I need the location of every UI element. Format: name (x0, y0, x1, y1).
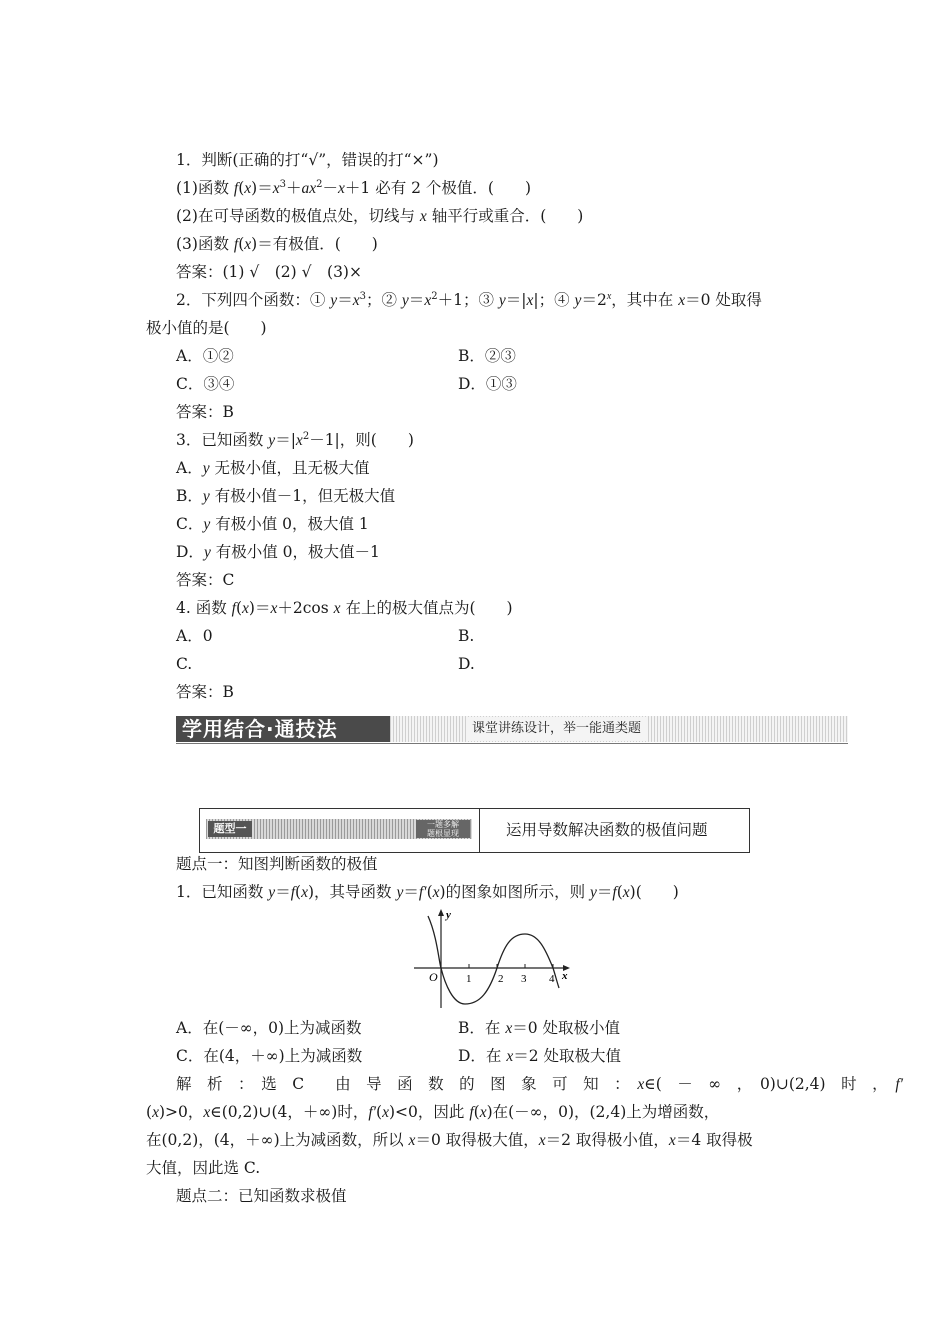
q1-title: 1．判断(正确的打“√”，错误的打“×”) (176, 151, 439, 169)
q1-statement-3: (3)函数 f(x)＝有极值．( ) (176, 235, 378, 253)
q2-stem-line2: 极小值的是( ) (146, 319, 267, 337)
x-label: x (562, 970, 568, 982)
point2-heading: 题点二：已知函数求极值 (176, 1187, 347, 1205)
banner-subtitle: 课堂讲练设计，举一能通类题 (466, 717, 647, 741)
solution-line-1: 解 析 ： 选 C 由 导 函 数 的 图 象 可 知 ： x∈( － ∞ ， 0)∪(2,4) 时 ， f′ (176, 1075, 904, 1093)
q4-answer: 答案：B (176, 683, 234, 701)
q1-statement-1: (1)函数 $f(x)=x^3+ax^2-x+1$ 必有 2 个极值．( ) (176, 179, 532, 197)
topic-box (199, 808, 750, 853)
point1-option-b: B．在 x＝0 处取极小值 (458, 1019, 621, 1037)
point1-option-c: C．在(4，＋∞)上为减函数 (176, 1047, 363, 1065)
y-label: y (446, 909, 451, 921)
banner-rule (176, 743, 848, 744)
topic-title: 运用导数解决函数的极值问题 (506, 821, 708, 839)
origin-label: O (429, 970, 438, 984)
tick-label-3: 3 (521, 973, 527, 985)
tick-label-4: 4 (549, 973, 555, 985)
point1-option-a: A．在(－∞，0)上为减函数 (176, 1019, 362, 1037)
point1-question: 1．已知函数 y＝f(x)，其导函数 y＝f′(x)的图象如图所示，则 y＝f(x)( ) (176, 883, 679, 901)
q1-answer: 答案：(1) √ (2) √ (3)× (176, 263, 362, 281)
q2-option-a: A．①② (176, 347, 234, 365)
q3-option-d: D．y 有极小值 0，极大值－1 (176, 543, 380, 561)
q4-option-c: C. (176, 655, 193, 673)
q3-option-a: A．y 无极小值，且无极大值 (176, 459, 370, 477)
q2-option-d: D．①③ (458, 375, 517, 393)
q2-answer: 答案：B (176, 403, 234, 421)
derivative-curve (428, 916, 559, 1004)
solution-line-4: 大值，因此选 C. (146, 1159, 261, 1177)
q2-option-b: B．②③ (458, 347, 516, 365)
solution-line-2: (x)>0，x∈(0,2)∪(4，＋∞)时，f′(x)<0，因此 f(x)在(－∞，0)，(2,4)上为增函数， (146, 1103, 720, 1121)
q2-option-c: C．③④ (176, 375, 235, 393)
q1-statement-2: (2)在可导函数的极值点处，切线与 x 轴平行或重合．( ) (176, 207, 584, 225)
q3-answer: 答案：C (176, 571, 235, 589)
q2-stem-line1: 2．下列四个函数：① $y=x^3$；② $y=x^2+1$；③ y＝|x|；④ $y=2^x$，其中在 x＝0 处取得 (176, 291, 762, 309)
tick-label-2: 2 (498, 973, 504, 985)
y-axis-arrow (438, 909, 444, 916)
derivative-graph (410, 904, 576, 1014)
q4-option-a: A．0 (176, 627, 213, 645)
q3-option-b: B．y 有极小值－1，但无极大值 (176, 487, 396, 505)
topic-box-left (200, 809, 480, 852)
solution-line-3: 在(0,2)，(4，＋∞)上为减函数，所以 x＝0 取得极大值，x＝2 取得极小值，x＝4 取得极 (146, 1131, 753, 1149)
q4-option-b: B. (458, 627, 475, 645)
topic-tag: 题型一 (208, 821, 252, 837)
banner-title: 学用结合·通技法 (176, 716, 390, 742)
q3-stem: 3．已知函数 $y=|x^2-1|$，则( ) (176, 431, 414, 449)
section-banner (176, 714, 848, 744)
tick-label-1: 1 (466, 973, 472, 985)
point1-heading: 题点一：知图判断函数的极值 (176, 855, 378, 873)
q4-stem: 4. 函数 f(x)＝x＋2cos x 在上的极大值点为( ) (176, 599, 513, 617)
topic-badge: 一题多解 题根显现 (416, 820, 470, 838)
point1-option-d: D．在 x＝2 处取极大值 (458, 1047, 622, 1065)
q3-option-c: C．y 有极小值 0，极大值 1 (176, 515, 369, 533)
q4-option-d: D. (458, 655, 475, 673)
